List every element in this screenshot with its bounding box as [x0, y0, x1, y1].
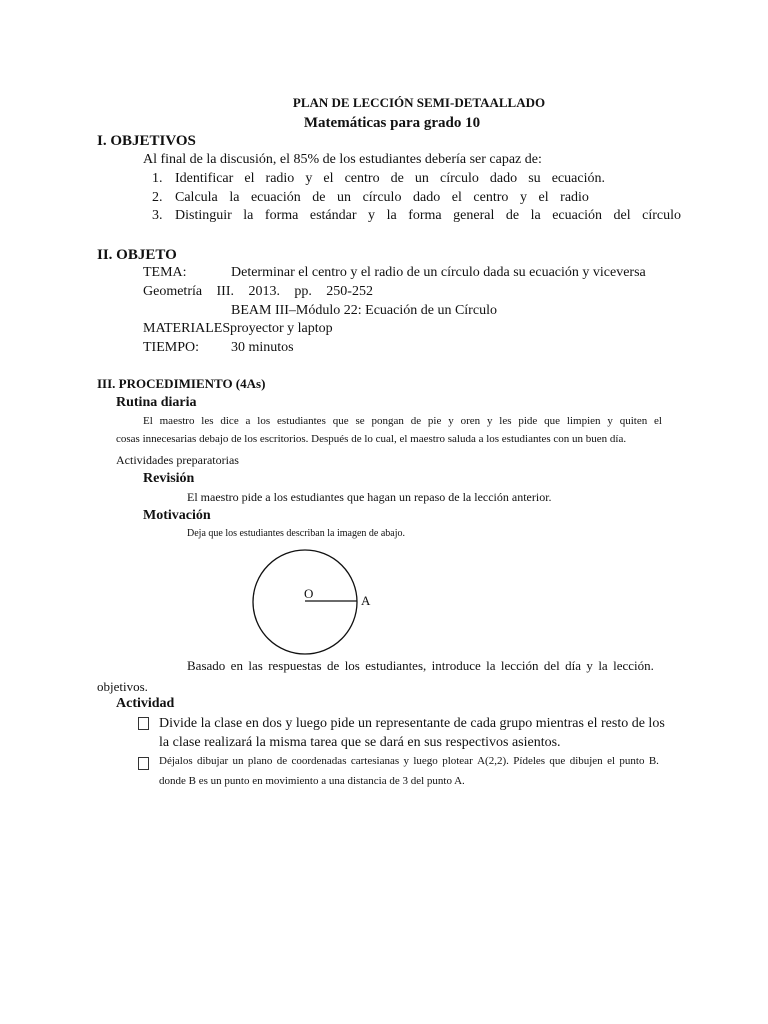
objetivo-2-text: [175, 190, 589, 206]
word: punto: [619, 755, 645, 767]
word: los: [344, 658, 360, 673]
word: respuestas: [268, 658, 322, 673]
word: el: [654, 415, 662, 427]
motivacion-text: Deja que los estudiantes describan la imagen de abajo.: [187, 528, 405, 539]
tiempo-value: 30 minutos: [231, 340, 294, 355]
word: pie: [427, 415, 442, 427]
objetivo-2-number: 2.: [152, 190, 163, 205]
word: pide: [518, 415, 538, 427]
word: y: [519, 190, 527, 205]
word: maestro: [159, 415, 195, 427]
word: Geometría: [143, 284, 203, 299]
revision-text: El maestro pide a los estudiantes que hagan un repaso de la lección anterior.: [187, 490, 552, 504]
word: de: [327, 658, 340, 673]
tema-value: Determinar el centro y el radio de un círculo dada su ecuación y viceversa: [231, 265, 646, 280]
bullet-2-line-1: [159, 755, 659, 767]
word: ecuación.: [551, 171, 605, 186]
materiales-value: proyector y laptop: [230, 321, 333, 336]
word: Calcula: [175, 190, 218, 205]
word: dibujar: [196, 755, 229, 767]
word: estudiantes,: [365, 658, 427, 673]
rutina-text-line-2: cosas innecesarias debajo de los escritorios. Después de lo cual, el maestro saluda a los estudiantes con un buen día.: [116, 433, 627, 445]
objetivos-heading: I. OBJETIVOS: [97, 133, 196, 149]
word: y: [486, 415, 493, 427]
word: dado: [413, 190, 441, 205]
objetivo-3-text: [175, 208, 681, 224]
materiales-label: MATERIALES: [143, 321, 231, 336]
word: la: [486, 658, 496, 673]
word: de: [312, 190, 326, 205]
word: El: [143, 415, 153, 427]
word: la: [598, 658, 608, 673]
word: dado: [489, 171, 518, 186]
word: del: [543, 658, 560, 673]
word: la: [229, 190, 240, 205]
word: les: [201, 415, 214, 427]
word: Distinguir: [175, 208, 232, 223]
objetivos-intro: Al final de la discusión, el 85% de los estudiantes debería ser capaz de:: [143, 152, 542, 167]
word: Pídeles: [513, 755, 546, 767]
word: círculo: [642, 208, 681, 223]
word: el: [607, 755, 616, 767]
word: de: [390, 171, 404, 186]
word: y: [448, 415, 454, 427]
word: plano: [247, 755, 273, 767]
word: de: [505, 208, 520, 223]
objetivo-1-number: 1.: [152, 171, 163, 186]
word: dibujen: [569, 755, 603, 767]
word: que: [332, 415, 349, 427]
beam-reference: BEAM III–Módulo 22: Ecuación de un Círculo: [231, 303, 497, 318]
word: los: [257, 415, 271, 427]
word: día: [565, 658, 582, 673]
word: que: [544, 415, 561, 427]
word: la: [243, 208, 254, 223]
basado-text-line-1: [187, 658, 654, 674]
bullet-1-line-2: la clase realizará la misma tarea que se dará en sus respectivos asientos.: [159, 735, 561, 750]
word: forma: [264, 208, 299, 223]
word: pongan: [371, 415, 404, 427]
word: el: [323, 171, 334, 186]
word: en: [230, 658, 243, 673]
revision-heading: Revisión: [143, 471, 195, 486]
tema-label: TEMA:: [143, 265, 187, 280]
word: el: [451, 190, 462, 205]
word: introduce: [431, 658, 481, 673]
word: Basado: [187, 658, 226, 673]
word: el: [538, 190, 549, 205]
word: lección: [500, 658, 539, 673]
word: lección.: [613, 658, 654, 673]
word: las: [248, 658, 263, 673]
word: que: [549, 755, 566, 767]
word: A(2,2).: [477, 755, 509, 767]
word: oren: [460, 415, 481, 427]
word: se: [355, 415, 365, 427]
motivacion-heading: Motivación: [143, 508, 211, 523]
word: luego: [413, 755, 438, 767]
center-label-o: O: [304, 586, 314, 601]
word: radio: [560, 190, 589, 205]
word: estudiantes: [276, 415, 326, 427]
word: su: [528, 171, 541, 186]
word: la: [530, 208, 541, 223]
word: estándar: [309, 208, 357, 223]
word: círculo: [439, 171, 479, 186]
document-subtitle: Matemáticas para grado 10: [303, 115, 481, 131]
bullet-2-line-2: donde B es un punto en movimiento a una distancia de 3 del punto A.: [159, 775, 465, 787]
word: coordenadas: [291, 755, 347, 767]
objetivo-1-text: [175, 171, 605, 187]
word: un: [337, 190, 352, 205]
word: a: [245, 415, 251, 427]
word: dice: [220, 415, 239, 427]
word: y: [607, 415, 613, 427]
word: 2013.: [248, 284, 280, 299]
actividad-heading: Actividad: [116, 696, 175, 711]
document-title: PLAN DE LECCIÓN SEMI-DETAALLADO: [292, 95, 546, 110]
word: radio: [265, 171, 295, 186]
rutina-heading: Rutina diaria: [116, 395, 197, 410]
actividades-preparatorias: Actividades preparatorias: [116, 453, 239, 467]
word: limpien: [566, 415, 601, 427]
procedimiento-heading: III. PROCEDIMIENTO (4As): [97, 376, 266, 391]
word: cartesianas: [350, 755, 400, 767]
word: centro: [344, 171, 380, 186]
tiempo-label: TIEMPO:: [143, 340, 199, 355]
word: forma: [408, 208, 442, 223]
objetivo-3-number: 3.: [152, 208, 163, 223]
word: Déjalos: [159, 755, 193, 767]
bullet-icon: [138, 757, 149, 770]
word: círculo: [362, 190, 402, 205]
word: el: [244, 171, 255, 186]
word: B.: [648, 755, 659, 767]
word: plotear: [442, 755, 473, 767]
word: les: [499, 415, 512, 427]
word: centro: [473, 190, 509, 205]
word: la: [386, 208, 397, 223]
word: y: [368, 208, 376, 223]
word: y: [403, 755, 409, 767]
word: quiten: [619, 415, 648, 427]
rutina-text-line-1: [143, 415, 662, 427]
objeto-heading: II. OBJETO: [97, 247, 177, 263]
basado-text-line-2: objetivos.: [97, 679, 148, 694]
word: Identificar: [175, 171, 234, 186]
word: ecuación: [250, 190, 301, 205]
word: de: [276, 755, 288, 767]
word: un: [414, 171, 429, 186]
word: y: [305, 171, 313, 186]
point-label-a: A: [361, 593, 371, 608]
word: de: [410, 415, 422, 427]
word: 250-252: [326, 284, 373, 299]
word: ecuación: [552, 208, 602, 223]
word: general: [453, 208, 495, 223]
word: III.: [216, 284, 235, 299]
word: un: [232, 755, 244, 767]
word: y: [586, 658, 593, 673]
word: del: [613, 208, 631, 223]
circle-shape: [253, 550, 357, 654]
bullet-1-line-1: Divide la clase en dos y luego pide un representante de cada grupo mientras el resto de los: [159, 716, 665, 731]
word: pp.: [294, 284, 312, 299]
reference-line: [143, 284, 373, 300]
bullet-icon: [138, 717, 149, 730]
